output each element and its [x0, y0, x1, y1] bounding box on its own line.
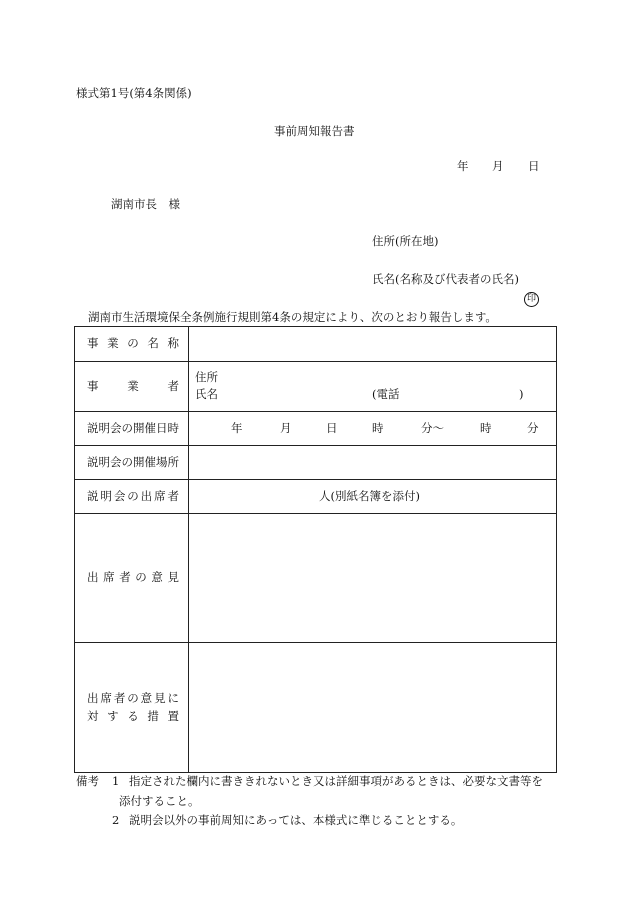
venue-label: 説明会の開催場所 — [87, 454, 179, 469]
business-name-label-cell — [75, 327, 189, 362]
date-day: 日 — [528, 159, 540, 173]
intro-text: 湖南市生活環境保全条例施行規則第4条の規定により、次のとおり報告します。 — [88, 310, 497, 324]
notes-heading: 備考 — [76, 774, 99, 788]
date-year: 年 — [457, 159, 469, 173]
row-business-name — [75, 327, 557, 362]
measures-label-line2: 対する措置 — [87, 708, 179, 723]
datetime-minute-to: 分〜 — [421, 421, 444, 435]
addressee: 湖南市長 様 — [111, 197, 180, 211]
datetime-day: 日 — [326, 421, 338, 435]
report-form-table — [74, 326, 557, 773]
attendees-label-cell — [75, 480, 189, 514]
measures-label-cell — [75, 643, 189, 773]
datetime-month: 月 — [280, 421, 292, 435]
measures-label-line1: 出席者の意見に — [87, 690, 179, 705]
date-month: 月 — [492, 159, 504, 173]
row-attendees — [75, 480, 557, 514]
venue-label-cell — [75, 446, 189, 480]
note2-number: 2 — [112, 813, 120, 827]
venue-input[interactable] — [189, 446, 557, 480]
row-venue — [75, 446, 557, 480]
operator-input[interactable] — [189, 362, 557, 412]
note1-number: 1 — [112, 774, 120, 788]
opinions-label: 出席者の意見 — [87, 570, 179, 585]
row-operator — [75, 362, 557, 412]
note1-line1: 指定された欄内に書ききれないとき又は詳細事項があるときは、必要な文書等を — [129, 774, 543, 788]
note2-text: 説明会以外の事前周知にあっては、本様式に準じることとする。 — [129, 813, 463, 827]
operator-label-cell — [75, 362, 189, 412]
applicant-name-label: 氏名(名称及び代表者の氏名) — [372, 272, 519, 286]
datetime-input[interactable] — [189, 412, 557, 446]
operator-phone-open: (電話 — [372, 387, 400, 401]
operator-name-label: 氏名 — [195, 387, 218, 401]
measures-input[interactable] — [189, 643, 557, 773]
operator-address-label: 住所 — [195, 370, 218, 384]
datetime-hour: 時 — [372, 421, 384, 435]
document-title: 事前周知報告書 — [274, 124, 355, 138]
business-name-input[interactable] — [189, 327, 557, 362]
seal-icon: 印 — [524, 292, 539, 307]
applicant-address-label: 住所(所在地) — [372, 234, 439, 248]
operator-label: 事業者 — [87, 378, 179, 393]
form-number: 様式第1号(第4条関係) — [76, 86, 192, 100]
operator-phone-close: ) — [519, 387, 524, 401]
attendees-input[interactable] — [189, 480, 557, 514]
attendees-label: 説明会の出席者 — [87, 488, 179, 503]
opinions-label-cell — [75, 514, 189, 643]
datetime-label: 説明会の開催日時 — [87, 420, 179, 435]
row-opinions — [75, 514, 557, 643]
datetime-hour2: 時 — [480, 421, 492, 435]
row-measures — [75, 643, 557, 773]
note1-line2: 添付すること。 — [119, 794, 200, 808]
datetime-label-cell — [75, 412, 189, 446]
attendees-value: 人(別紙名簿を添付) — [319, 489, 420, 503]
datetime-minute2: 分 — [527, 421, 539, 435]
business-name-label: 事業の名称 — [87, 336, 179, 351]
datetime-year: 年 — [231, 421, 243, 435]
opinions-input[interactable] — [189, 514, 557, 643]
row-datetime — [75, 412, 557, 446]
